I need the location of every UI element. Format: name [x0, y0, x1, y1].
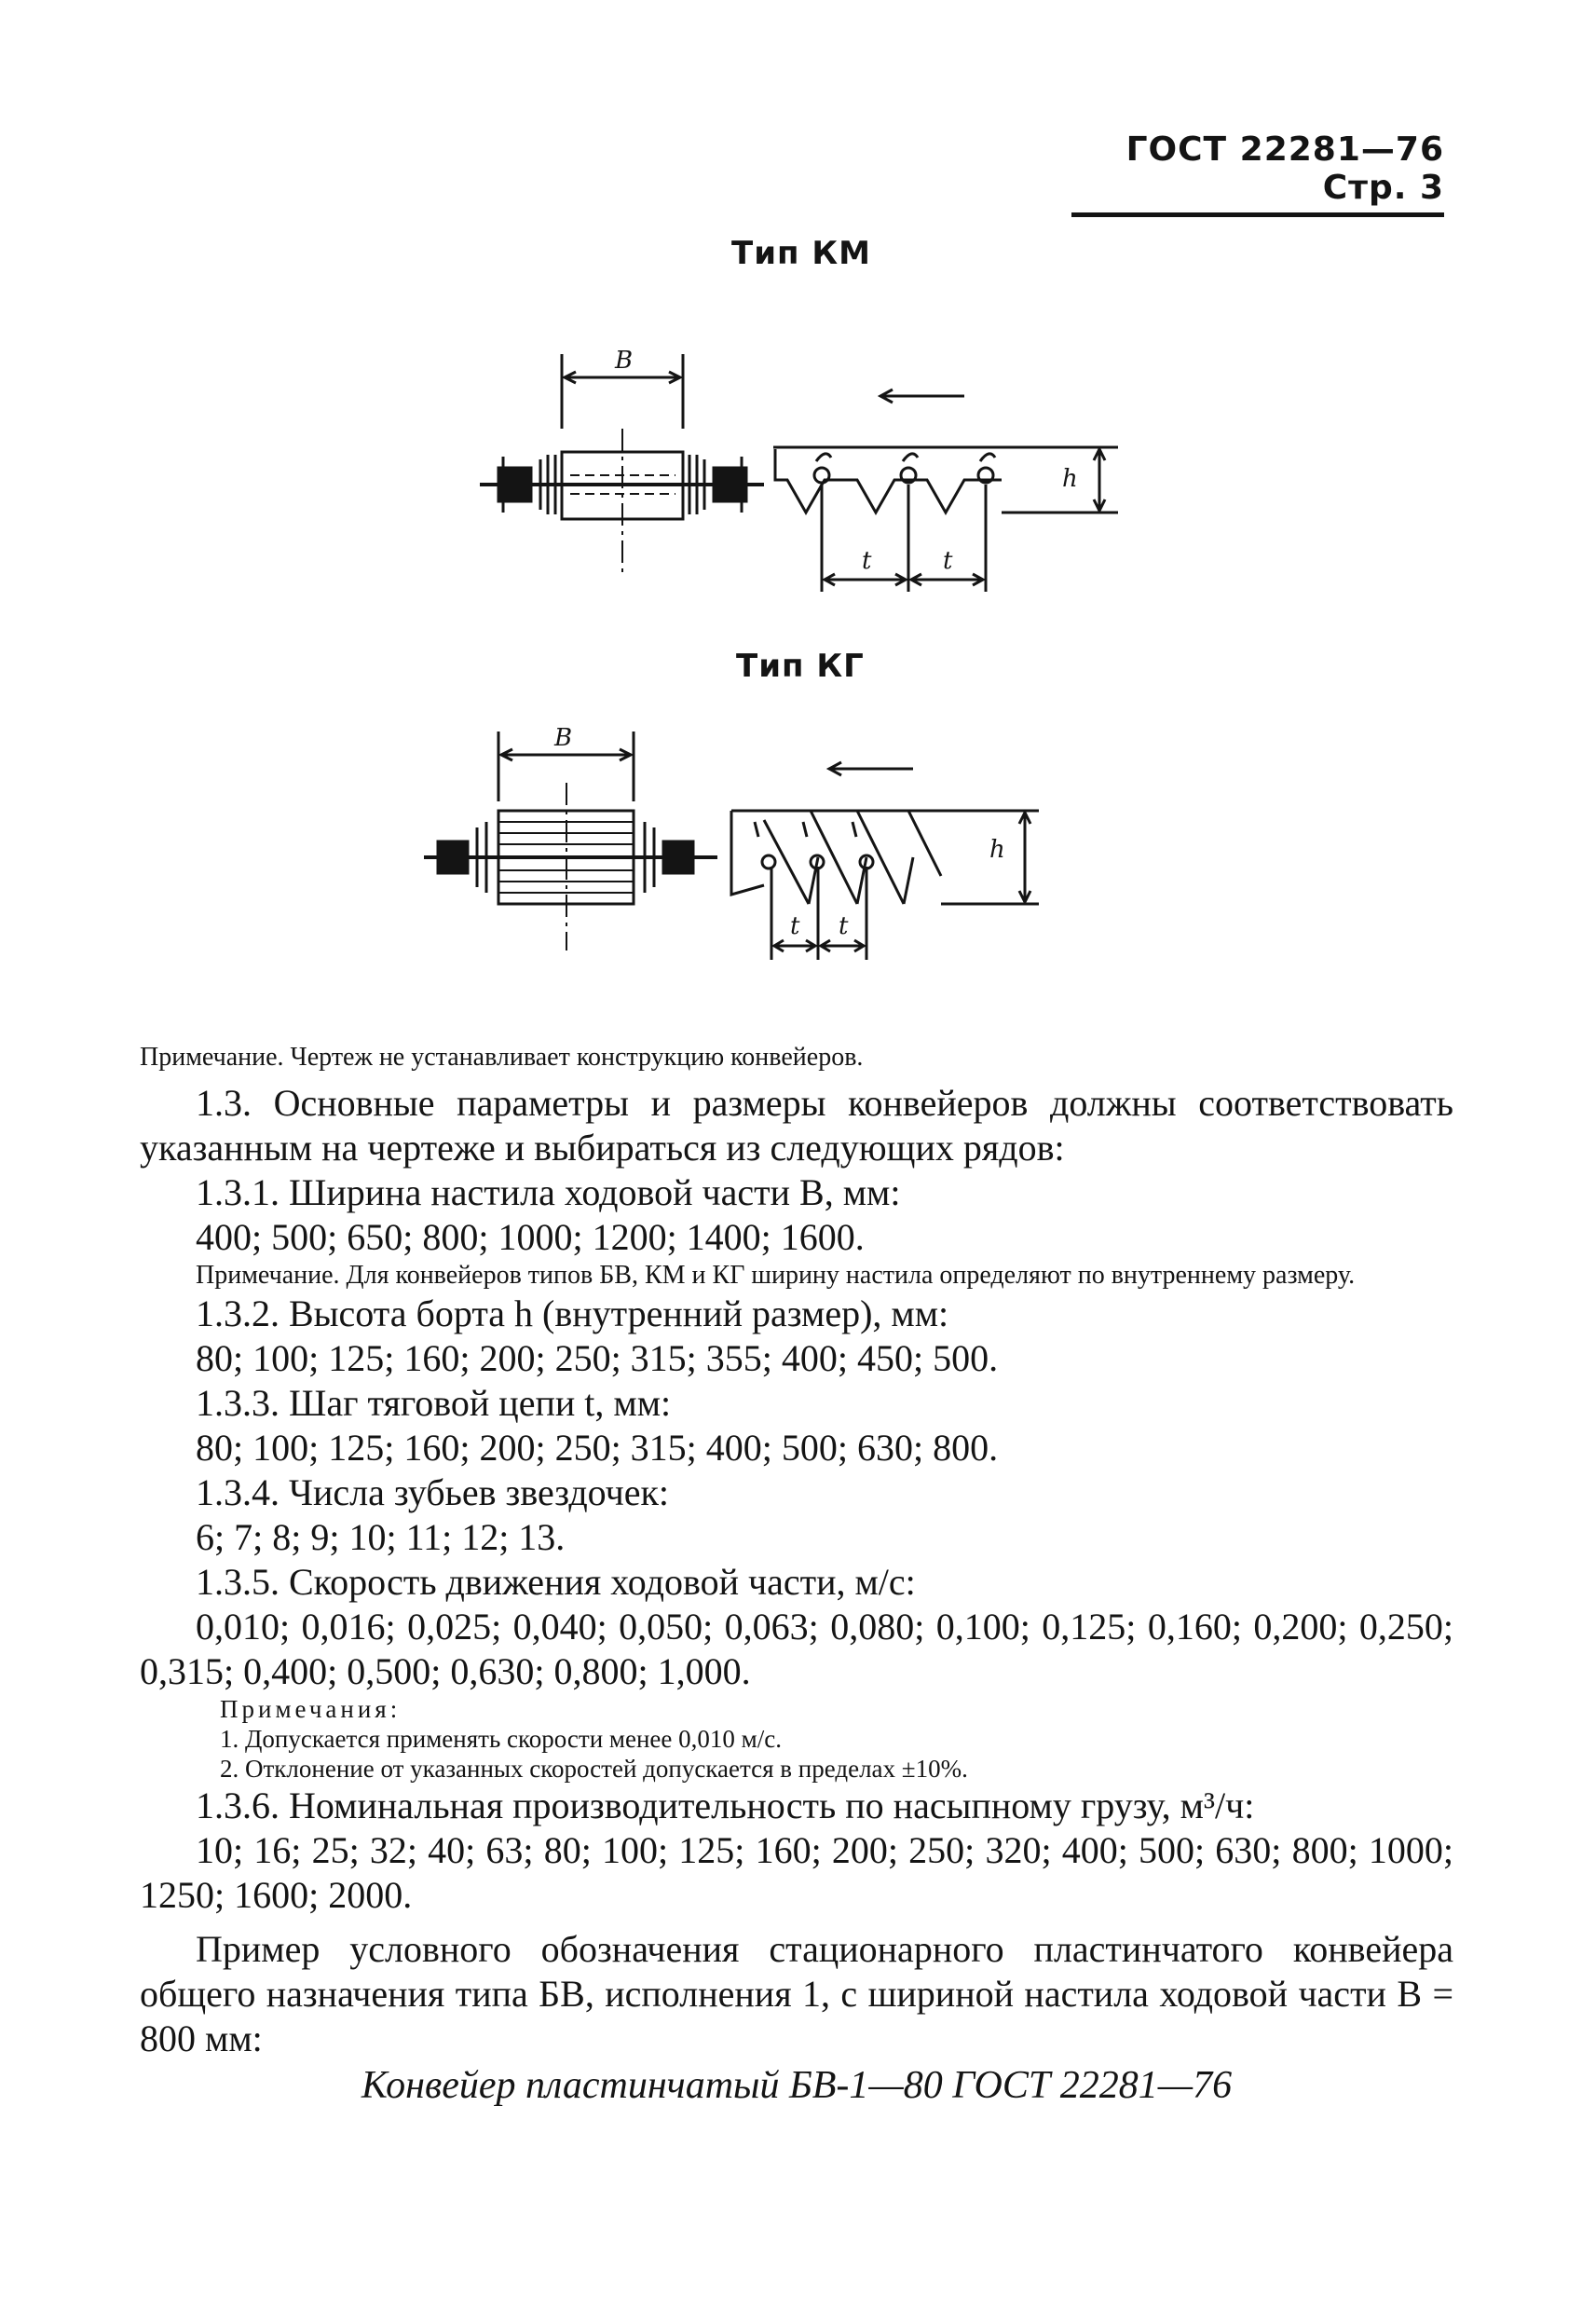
figure-kg-pitch-label-2: t: [839, 912, 849, 940]
values-1-3-2: 80; 100; 125; 160; 200; 250; 315; 355; 400; 450; 500.: [196, 1337, 999, 1379]
header-text: ГОСТ 22281—76 Стр. 3: [1125, 130, 1444, 207]
clause-1-3-4: 1.3.4. Числа зубьев звездочек:: [196, 1471, 670, 1513]
example-text: Пример условного обозначения стационарного пластинчатого конвейера общего назначения типа БВ, исполнения 1, с шириной настила ходовой части B = 800 мм:: [140, 1928, 1453, 2059]
page-header: [1071, 130, 1444, 217]
figure-km-pitch-label-2: t: [943, 547, 953, 575]
figure-kg-drawing: [419, 718, 1127, 988]
values-1-3-1: 400; 500; 650; 800; 1000; 1200; 1400; 1600.: [196, 1216, 865, 1258]
body-text: [140, 1042, 1453, 2110]
figure-kg-width-label: B: [554, 724, 573, 752]
values-1-3-5: 0,010; 0,016; 0,025; 0,040; 0,050; 0,063; 0,080; 0,100; 0,125; 0,160; 0,200; 0,250; 0,315; 0,400; 0,500; 0,630; 0,800; 1,000.: [140, 1606, 1453, 1692]
figure-kg-title: Тип КГ: [736, 648, 865, 685]
header-rule: [1071, 212, 1444, 217]
notes-title: Примечания:: [220, 1695, 402, 1723]
figure-km-drawing: [466, 335, 1155, 615]
figure-kg-pitch-label-1: t: [790, 912, 800, 940]
designation-example: Конвейер пластинчатый БВ-1—80 ГОСТ 22281—76: [361, 2064, 1233, 2107]
values-1-3-4: 6; 7; 8; 9; 10; 11; 12; 13.: [196, 1516, 566, 1558]
clause-1-3-1: 1.3.1. Ширина настила ходовой части B, мм:: [196, 1171, 901, 1213]
figure-km-width-label: B: [615, 347, 634, 375]
note-1-3-1: Примечание. Для конвейеров типов БВ, КМ и КГ ширину настила определяют по внутреннему размеру.: [196, 1261, 1356, 1290]
clause-1-3-3: 1.3.3. Шаг тяговой цепи t, мм:: [196, 1382, 672, 1424]
note-speed-2: 2. Отклонение от указанных скоростей допускается в пределах ±10%.: [220, 1755, 968, 1783]
clause-1-3-2: 1.3.2. Высота борта h (внутренний размер), мм:: [196, 1292, 949, 1334]
figure-km-pitch-label-1: t: [862, 547, 872, 575]
clause-1-3-6: 1.3.6. Номинальная производительность по насыпному грузу, м³/ч:: [196, 1785, 1255, 1826]
values-1-3-3: 80; 100; 125; 160; 200; 250; 315; 400; 500; 630; 800.: [196, 1427, 999, 1469]
figure-km-height-label: h: [1062, 465, 1078, 493]
figure-kg-height-label: h: [989, 836, 1005, 864]
clause-1-3: 1.3. Основные параметры и размеры конвейеров должны соответствовать указанным на чертеже и выбираться из следующих рядов:: [140, 1082, 1453, 1169]
note-drawing: Примечание. Чертеж не устанавливает конструкцию конвейеров.: [140, 1043, 864, 1072]
note-speed-1: 1. Допускается применять скорости менее 0,010 м/с.: [220, 1725, 782, 1753]
clause-1-3-5: 1.3.5. Скорость движения ходовой части, м/с:: [196, 1561, 916, 1603]
figure-km-title: Тип КМ: [731, 235, 871, 272]
values-1-3-6: 10; 16; 25; 32; 40; 63; 80; 100; 125; 160; 200; 250; 320; 400; 500; 630; 800; 1000; 1250; 1600; 2000.: [140, 1829, 1453, 1916]
